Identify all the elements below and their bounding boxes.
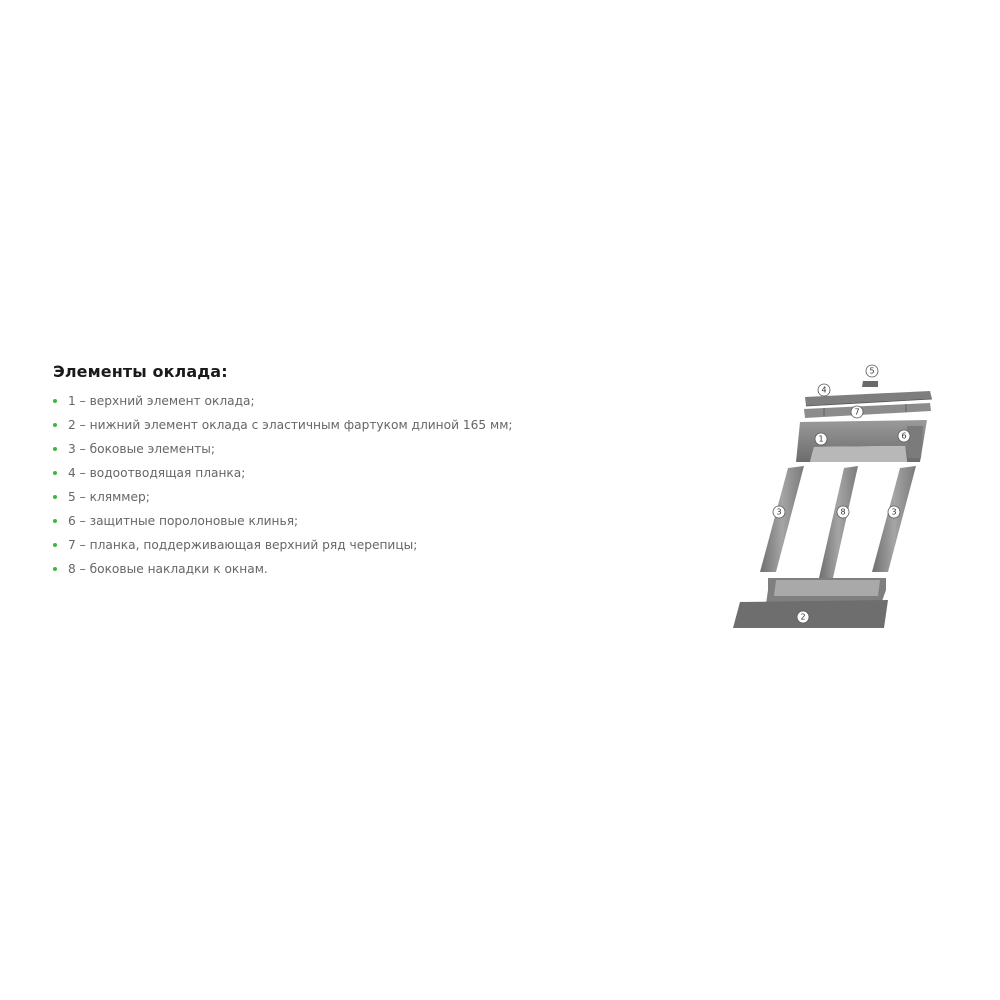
legend-title: Элементы оклада:: [53, 362, 228, 381]
svg-text:6: 6: [901, 431, 907, 441]
part-8-side-cover: [819, 466, 858, 578]
flashing-diagram: [700, 350, 960, 650]
part-2-inner-face: [774, 580, 880, 596]
label-1: [815, 433, 827, 445]
label-4: [818, 384, 830, 396]
svg-text:3: 3: [891, 507, 897, 517]
flashing-diagram-svg: [700, 350, 960, 650]
bullet-icon: [53, 543, 57, 547]
list-item: 1 – верхний элемент оклада;: [53, 389, 613, 413]
part-6-foam-wedge: [907, 426, 923, 458]
label-2: [797, 611, 809, 623]
svg-text:8: 8: [840, 507, 846, 517]
bullet-icon: [53, 447, 57, 451]
list-item: 6 – защитные поролоновые клинья;: [53, 509, 613, 533]
part-1-inner-face: [810, 446, 907, 462]
label-3-left: [773, 506, 785, 518]
list-item: 2 – нижний элемент оклада с эластичным фартуком длиной 165 мм;: [53, 413, 613, 437]
bullet-icon: [53, 567, 57, 571]
svg-text:2: 2: [800, 612, 806, 622]
bullet-icon: [53, 495, 57, 499]
label-5: [866, 365, 878, 377]
elements-legend: [53, 362, 613, 581]
bullet-icon: [53, 471, 57, 475]
svg-text:5: 5: [869, 366, 875, 376]
part-2-apron: [733, 600, 888, 628]
part-3-right-side: [872, 466, 916, 572]
label-6: [898, 430, 910, 442]
bullet-icon: [53, 399, 57, 403]
label-8: [837, 506, 849, 518]
svg-text:4: 4: [821, 385, 827, 395]
list-item: 5 – кляммер;: [53, 485, 613, 509]
legend-list: [53, 389, 613, 581]
list-item: 8 – боковые накладки к окнам.: [53, 557, 613, 581]
svg-text:7: 7: [854, 407, 860, 417]
part-3-left-side: [760, 466, 804, 572]
bullet-icon: [53, 423, 57, 427]
label-7: [851, 406, 863, 418]
list-item: 3 – боковые элементы;: [53, 437, 613, 461]
label-3-right: [888, 506, 900, 518]
list-item: 4 – водоотводящая планка;: [53, 461, 613, 485]
part-5-clamp: [862, 381, 878, 387]
list-item: 7 – планка, поддерживающая верхний ряд черепицы;: [53, 533, 613, 557]
svg-text:3: 3: [776, 507, 782, 517]
bullet-icon: [53, 519, 57, 523]
svg-text:1: 1: [818, 434, 824, 444]
